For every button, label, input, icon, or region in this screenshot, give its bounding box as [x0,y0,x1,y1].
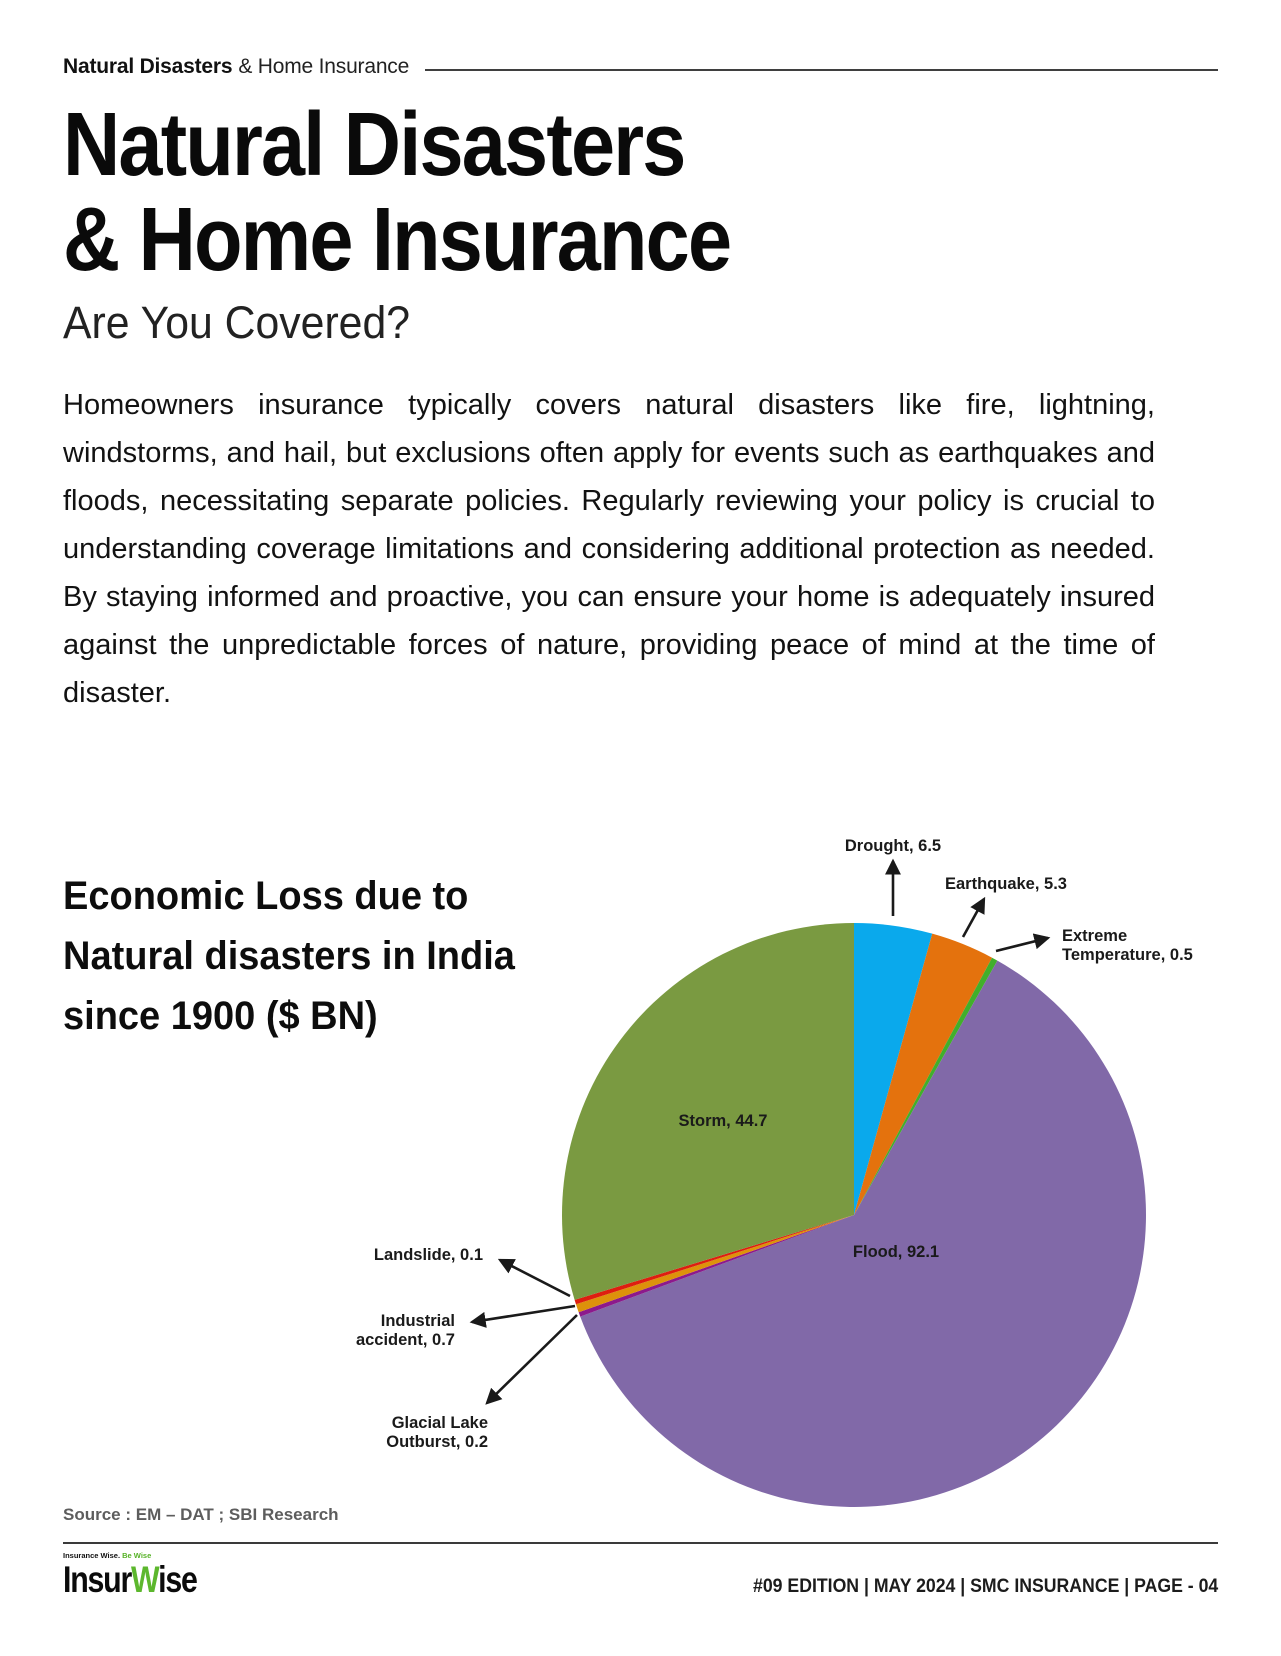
earthquake-arrow [963,899,984,937]
drought-label: Drought, 6.5 [844,837,942,855]
extreme-temperature-label-line2: Temperature, 0.5 [1062,946,1193,964]
page-title-line2: & Home Insurance [63,190,731,290]
extreme-temperature-label-line1: Extreme [1062,927,1128,945]
glacial-lake-label-line2: Outburst, 0.2 [386,1433,488,1451]
logo-ise: ise [158,1558,197,1600]
extreme-temperature-arrow [996,938,1048,951]
chart-title-line3: since 1900 ($ BN) [63,994,378,1038]
storm-label: Storm, 44.7 [678,1112,768,1130]
industrial-accident-label-line2: accident, 0.7 [355,1331,455,1349]
pie-slices [562,923,1146,1507]
kicker-bold: Natural Disasters [63,55,233,78]
chart-title-line2: Natural disasters in India [63,934,515,978]
chart-source: Source : EM – DAT ; SBI Research [63,1505,339,1524]
industrial-accident-arrow [472,1306,575,1322]
page-subtitle: Are You Covered? [63,297,411,348]
chart-title-line1: Economic Loss due to [63,874,469,918]
logo-wordmark [63,1558,197,1600]
landslide-label: Landslide, 0.1 [373,1246,483,1264]
edition-info: #09 EDITION | MAY 2024 | SMC INSURANCE | PAGE - 04 [752,1576,1218,1597]
footer-rule [63,1542,1218,1544]
glacial-lake-label-line1: Glacial Lake [391,1414,488,1432]
flood-label: Flood, 92.1 [852,1243,940,1261]
insurwise-logo [63,1552,226,1598]
glacial-lake-arrow [487,1315,577,1403]
logo-tagline-part1: Insurance Wise. [63,1551,121,1560]
earthquake-label: Earthquake, 5.3 [945,875,1067,893]
kicker-rest: & Home Insurance [238,55,410,78]
industrial-accident-label-line1: Industrial [380,1312,455,1330]
logo-w: W [131,1558,159,1600]
page-title-line1: Natural Disasters [63,95,685,195]
logo-tagline-part2: Be Wise [120,1551,152,1560]
intro-paragraph: Homeowners insurance typically covers natural disasters like fire, lightning, windstorms, and hail, but exclusions often apply for events such as earthquakes and floods, necessitating separate policies. Regularly reviewing your policy is crucial to understanding coverage limitations and considering additional protection as needed. By staying informed and proactive, you can ensure your home is adequately insured against the unpredictable forces of nature, providing peace of mind at the time of disaster. [63,389,1155,709]
logo-insur: Insur [63,1558,132,1600]
landslide-arrow [500,1260,570,1296]
